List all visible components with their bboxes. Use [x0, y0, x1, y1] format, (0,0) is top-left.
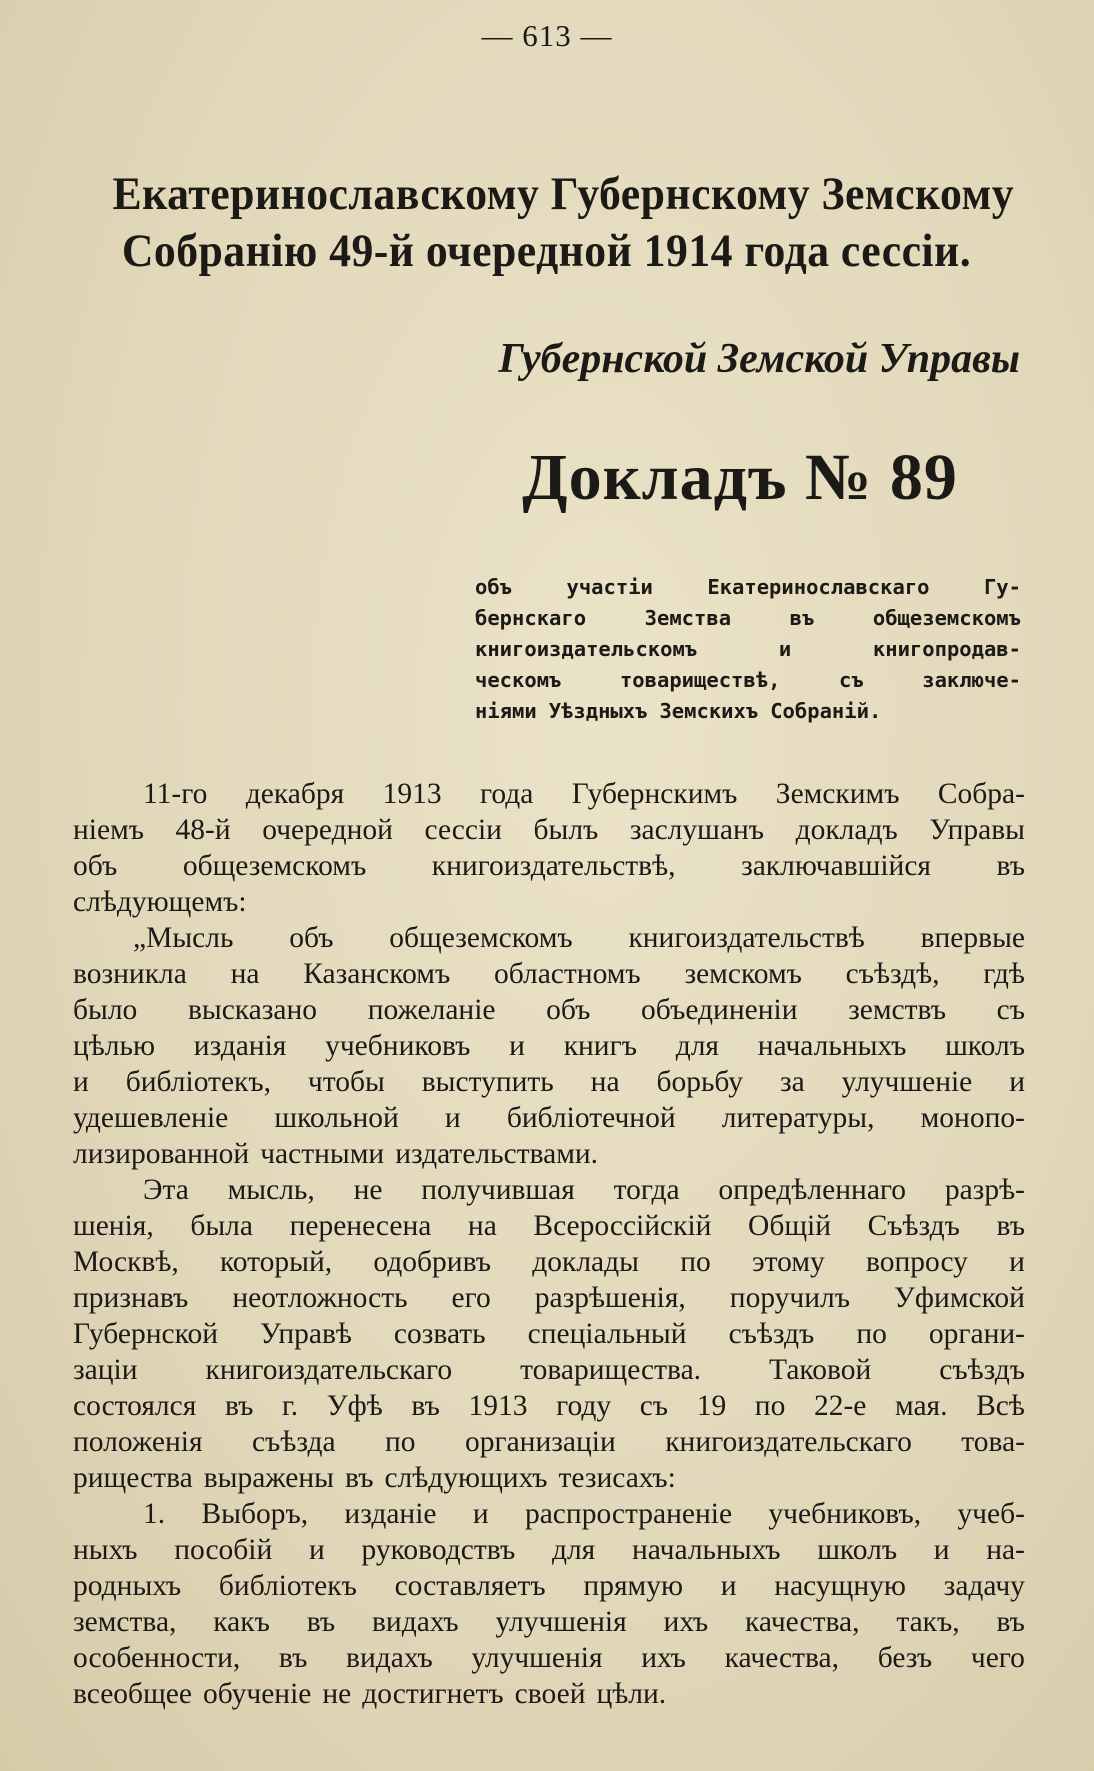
body-line: состоялся въ г. Уфѣ въ 1913 году съ 19 по 22-е мая. Всѣ: [73, 1390, 1025, 1422]
body-line: земства, какъ въ видахъ улучшенія ихъ качества, такъ, въ: [73, 1606, 1025, 1638]
body-line: признавъ неотложность его разрѣшенія, поручилъ Уфимской: [73, 1282, 1025, 1314]
body-line: рищества выражены въ слѣдующихъ тезисахъ:: [73, 1462, 676, 1494]
body-line: слѣдующемъ:: [73, 886, 247, 918]
summary-line: ческомъ товариществѣ, съ заключе-: [475, 668, 1021, 692]
body-line: положенія съѣзда по организаціи книгоиздательскаго това-: [73, 1426, 1025, 1458]
body-line: было высказано пожеланіе объ объединеніи земствъ съ: [73, 994, 1025, 1026]
body-line: возникла на Казанскомъ областномъ земскомъ съѣздѣ, гдѣ: [73, 958, 1025, 990]
body-line: Губернской Управѣ созвать спеціальный съѣздъ по органи-: [73, 1318, 1025, 1350]
title-line: Екатеринославскому Губернскому Земскому: [112, 168, 1015, 220]
body-line: всеобщее обученіе не достигнетъ своей цѣли.: [73, 1678, 667, 1710]
document-title: [112, 166, 1015, 280]
body-line: ныхъ пособій и руководствъ для начальныхъ школъ и на-: [73, 1534, 1025, 1566]
summary-line: бернскаго Земства въ общеземскомъ: [475, 606, 1021, 630]
body-line: шенія, была перенесена на Всероссійскій Общій Съѣздъ въ: [73, 1210, 1025, 1242]
body-line: Эта мысль, не получившая тогда опредѣленнаго разрѣ-: [143, 1174, 1025, 1206]
body-line: удешевленіе школьной и библіотечной литературы, монопо-: [73, 1102, 1025, 1134]
body-line: 1. Выборъ, изданіе и распространеніе учебниковъ, учеб-: [143, 1498, 1025, 1530]
body-line: особенности, въ видахъ улучшенія ихъ качества, безъ чего: [73, 1642, 1025, 1674]
body-line: 11-го декабря 1913 года Губернскимъ Земскимъ Собра-: [143, 778, 1025, 810]
page-number: — 613 —: [481, 18, 613, 53]
summary-line: книгоиздательскомъ и книгопродав-: [475, 637, 1021, 661]
body-text: [73, 776, 1025, 1712]
body-line: цѣлью изданія учебниковъ и книгъ для начальныхъ школъ: [73, 1030, 1025, 1062]
body-line: и библіотекъ, чтобы выступить на борьбу за улучшеніе и: [73, 1066, 1025, 1098]
body-line: родныхъ библіотекъ составляетъ прямую и насущную задачу: [73, 1570, 1025, 1602]
report-title: Докладъ № 89: [522, 441, 958, 514]
body-line: лизированной частными издательствами.: [73, 1138, 599, 1170]
summary-line: объ участіи Екатеринославскаго Гу-: [475, 575, 1021, 599]
title-line: Собранію 49-й очередной 1914 года сессіи.: [121, 225, 972, 277]
body-line: Москвѣ, который, одобривъ доклады по этому вопросу и: [73, 1246, 1025, 1278]
summary-line: ніями Уѣздныхъ Земскихъ Собраній.: [475, 699, 882, 723]
body-line: объ общеземскомъ книгоиздательствѣ, заключавшійся въ: [73, 850, 1025, 882]
issuer-subtitle: Губернской Земской Управы: [498, 336, 1020, 382]
body-line: „Мысль объ общеземскомъ книгоиздательствѣ впервые: [133, 922, 1025, 954]
body-line: заціи книгоиздательскаго товарищества. Таковой съѣздъ: [73, 1354, 1025, 1386]
body-line: ніемъ 48-й очередной сессіи былъ заслушанъ докладъ Управы: [73, 814, 1025, 846]
report-summary: [475, 572, 1021, 727]
